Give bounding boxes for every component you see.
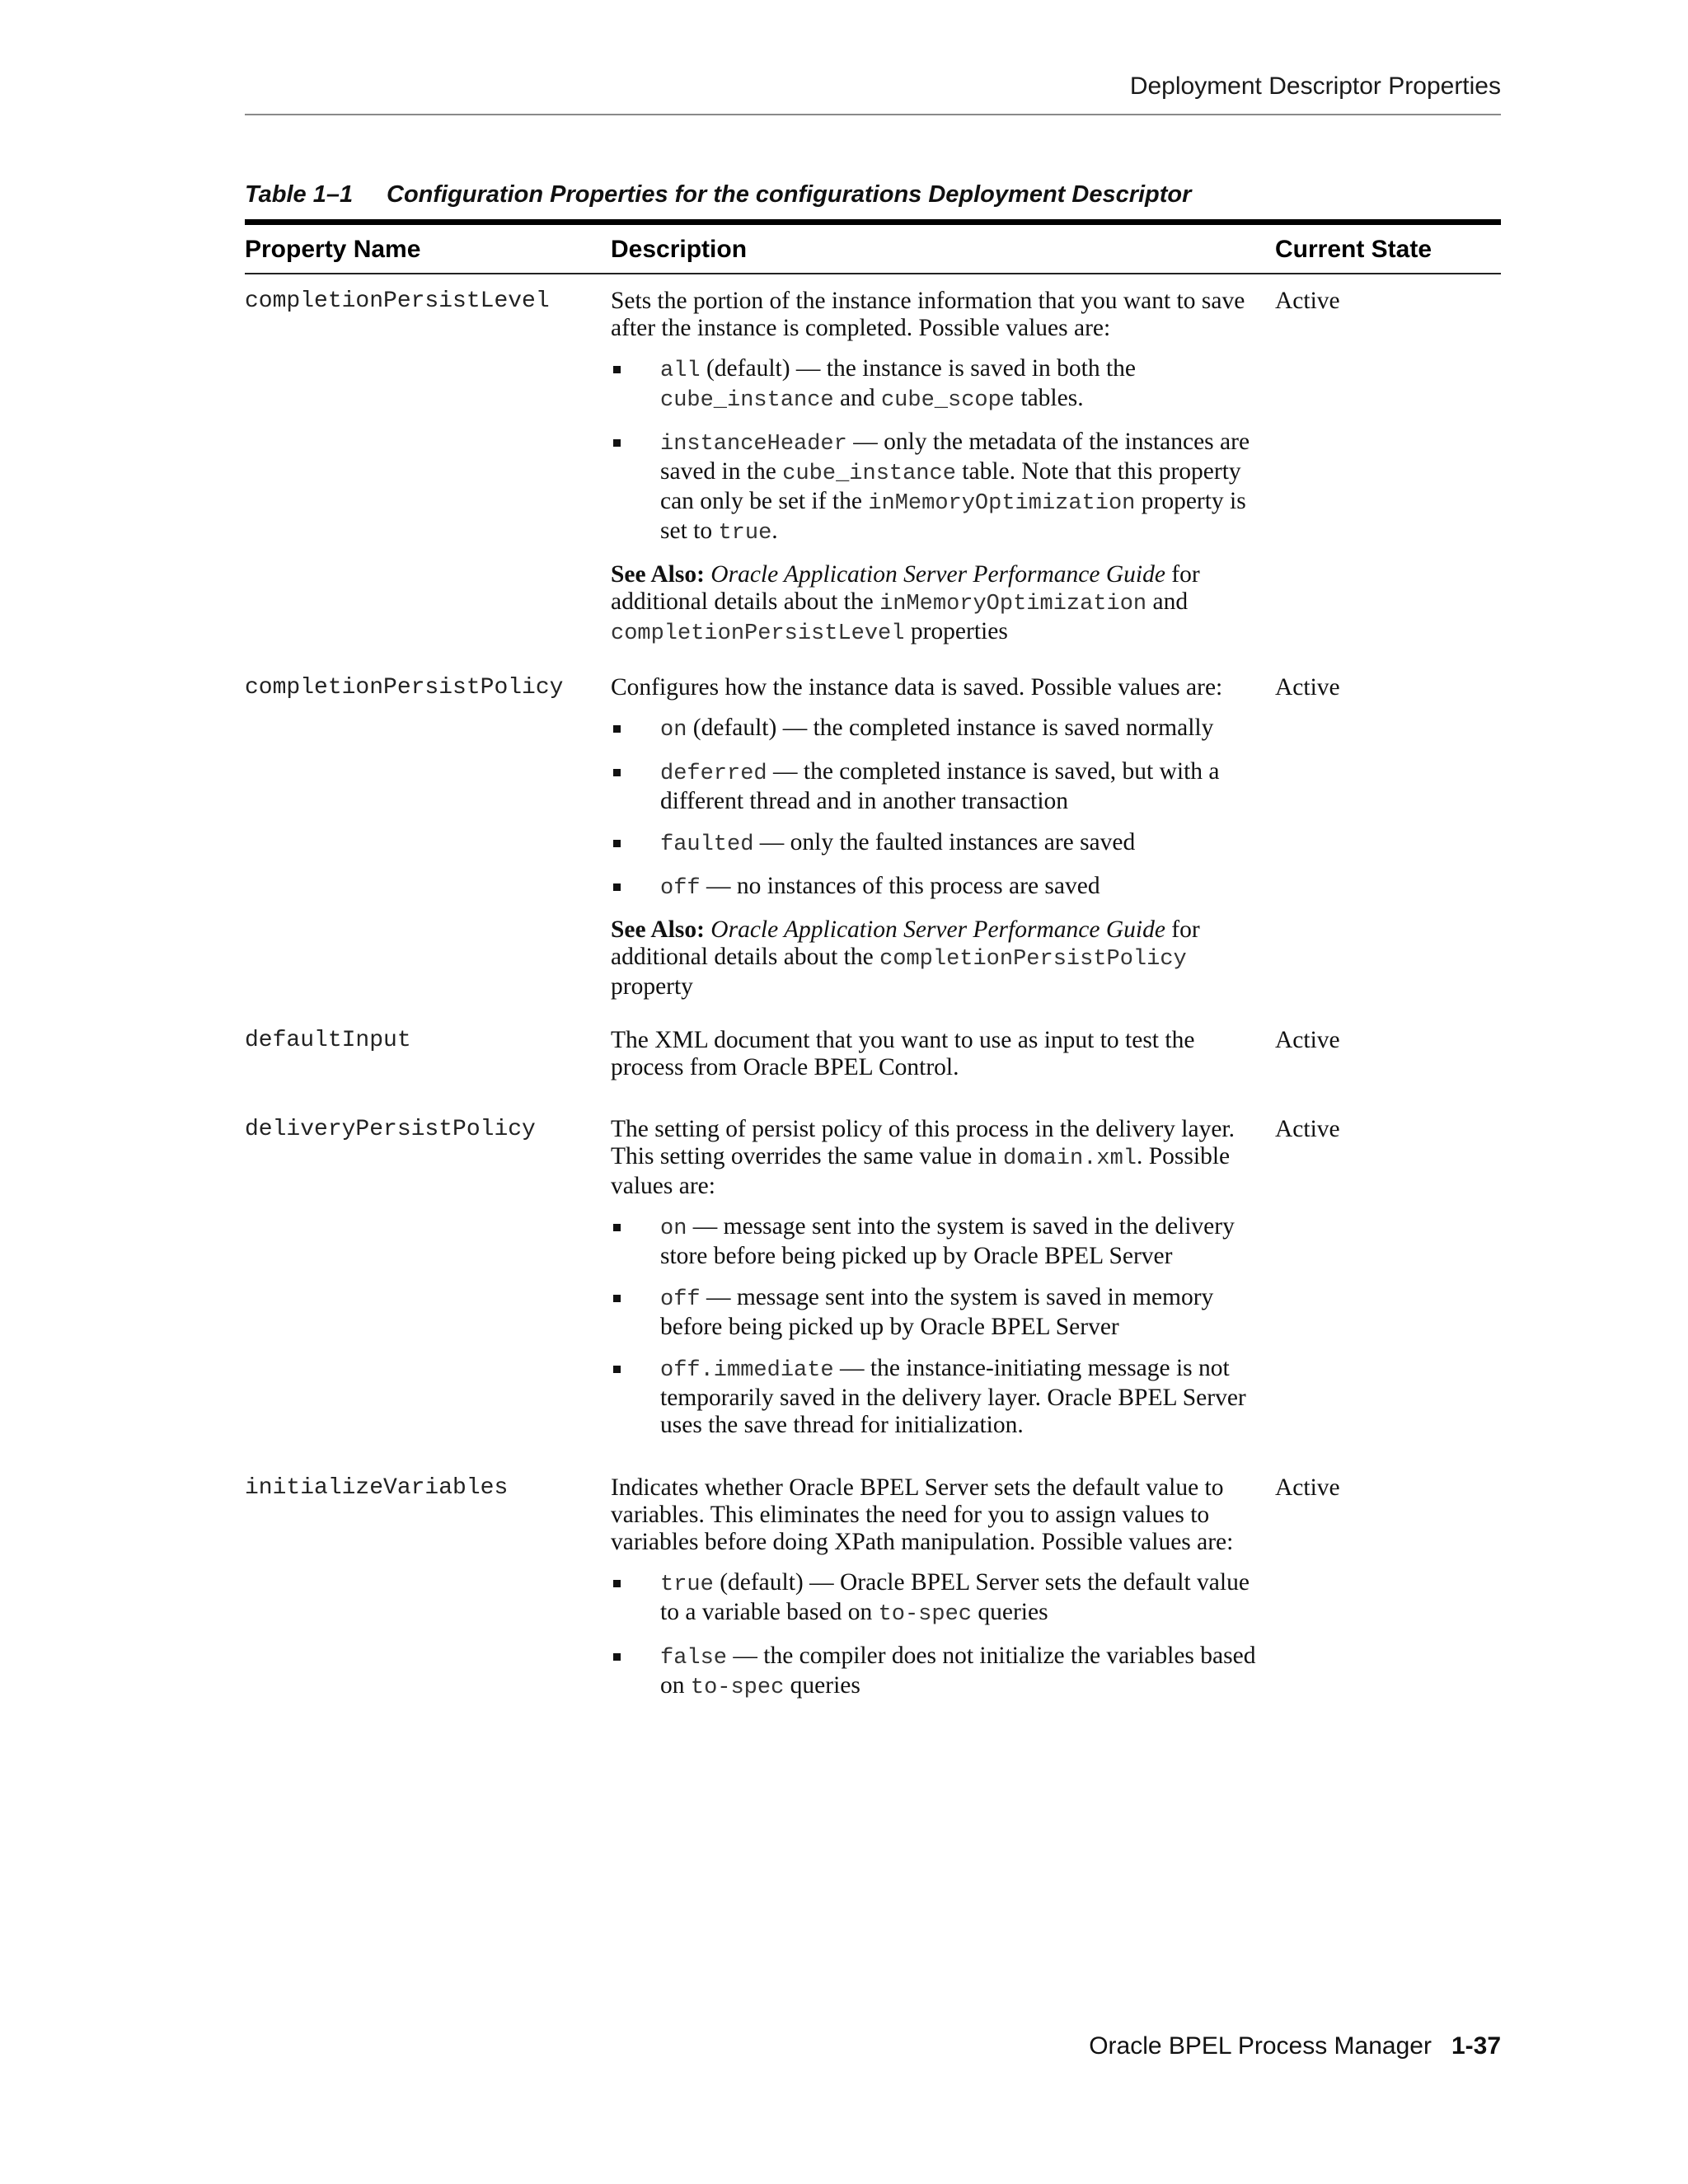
value-list bbox=[611, 355, 1260, 547]
list-item bbox=[611, 355, 1260, 415]
list-item bbox=[611, 429, 1260, 547]
property-name: deliveryPersistPolicy bbox=[245, 1117, 536, 1142]
table-caption-number: Table 1–1 bbox=[245, 181, 354, 208]
table-row bbox=[245, 274, 1501, 661]
column-header-current-state: Current State bbox=[1275, 223, 1501, 274]
bullet-icon bbox=[613, 725, 621, 733]
description-intro: The XML document that you want to use as input to test the process from Oracle BPEL Control. bbox=[611, 1027, 1195, 1080]
value-code: off.immediate bbox=[660, 1358, 834, 1383]
value-text: — message sent into the system is saved in memory before being picked up by Oracle BPEL Server bbox=[660, 1284, 1214, 1340]
value-code: to-spec bbox=[878, 1602, 972, 1627]
description-text: . Possible values are: bbox=[611, 1143, 1231, 1199]
description-intro bbox=[611, 1116, 1260, 1200]
table-row bbox=[245, 661, 1501, 1014]
value-code: on bbox=[660, 1216, 687, 1241]
value-code: on bbox=[660, 718, 687, 743]
current-state: Active bbox=[1275, 1027, 1340, 1053]
value-text: tables. bbox=[1015, 385, 1084, 411]
description-intro: Configures how the instance data is saved. Possible values are: bbox=[611, 674, 1223, 701]
value-code: true bbox=[660, 1572, 714, 1597]
running-header: Deployment Descriptor Properties bbox=[1129, 73, 1501, 100]
see-also-label: See Also: bbox=[611, 561, 705, 588]
value-list bbox=[611, 715, 1260, 902]
value-text: — the instance-initiating message is not temporarily saved in the delivery layer. Oracle BPEL Server uses the save thread for initialization. bbox=[660, 1355, 1246, 1438]
bullet-icon bbox=[613, 883, 621, 891]
value-text: — the completed instance is saved, but with a different thread and in another transaction bbox=[660, 758, 1220, 814]
header-rule bbox=[245, 114, 1501, 115]
value-text: — only the metadata of the instances are saved in the bbox=[660, 429, 1250, 485]
see-also-code: completionPersistPolicy bbox=[879, 947, 1187, 972]
value-text: (default) — Oracle BPEL Server sets the default value to a variable based on bbox=[660, 1569, 1250, 1625]
property-name: completionPersistPolicy bbox=[245, 675, 564, 701]
see-also-text: for additional details about the bbox=[611, 916, 1200, 970]
table-caption-title: Configuration Properties for the configurations Deployment Descriptor bbox=[387, 181, 1192, 208]
see-also-text: properties bbox=[904, 618, 1008, 644]
description-intro: Sets the portion of the instance information that you want to save after the instance is completed. Possible values are: bbox=[611, 288, 1245, 341]
table-row bbox=[245, 1014, 1501, 1103]
value-code: deferred bbox=[660, 762, 767, 786]
value-list bbox=[611, 1569, 1260, 1702]
property-description bbox=[611, 274, 1275, 661]
value-code: faulted bbox=[660, 832, 754, 857]
see-also-text: and bbox=[1146, 588, 1189, 615]
current-state: Active bbox=[1275, 1116, 1340, 1142]
page-footer bbox=[245, 2032, 1501, 2060]
value-code: off bbox=[660, 876, 701, 901]
value-list bbox=[611, 1213, 1260, 1439]
property-description bbox=[611, 1103, 1275, 1461]
bullet-icon bbox=[613, 840, 621, 847]
value-text: and bbox=[833, 385, 881, 411]
property-name: completionPersistLevel bbox=[245, 288, 550, 314]
current-state: Active bbox=[1275, 1474, 1340, 1501]
value-text: — only the faulted instances are saved bbox=[753, 829, 1136, 855]
current-state: Active bbox=[1275, 674, 1340, 701]
column-header-property-name: Property Name bbox=[245, 223, 611, 274]
list-item bbox=[611, 1213, 1260, 1270]
bullet-icon bbox=[613, 769, 621, 776]
see-also-text: property bbox=[611, 973, 693, 1000]
list-item bbox=[611, 829, 1260, 859]
value-text: queries bbox=[784, 1672, 860, 1699]
value-code: instanceHeader bbox=[660, 432, 847, 457]
description-text: The setting of persist policy of this process in the delivery layer. This setting overrides the same value in bbox=[611, 1116, 1235, 1169]
see-also-note bbox=[611, 561, 1260, 648]
table-row bbox=[245, 1103, 1501, 1461]
list-item bbox=[611, 1284, 1260, 1341]
value-code: true bbox=[718, 521, 772, 546]
value-text: — no instances of this process are saved bbox=[700, 873, 1100, 899]
bullet-icon bbox=[613, 1224, 621, 1231]
column-header-description: Description bbox=[611, 223, 1275, 274]
value-text: . bbox=[771, 518, 778, 544]
table-caption bbox=[245, 181, 1501, 209]
list-item bbox=[611, 1643, 1260, 1702]
bullet-icon bbox=[613, 1366, 621, 1373]
value-text: — message sent into the system is saved in the delivery store before being picked up by Oracle BPEL Server bbox=[660, 1213, 1235, 1269]
property-name: defaultInput bbox=[245, 1028, 411, 1053]
property-description bbox=[611, 1014, 1275, 1103]
see-also-text: for additional details about the bbox=[611, 561, 1200, 615]
value-text: (default) — the completed instance is saved normally bbox=[687, 715, 1214, 741]
see-also-label: See Also: bbox=[611, 916, 705, 943]
value-text: property is set to bbox=[660, 488, 1246, 544]
list-item bbox=[611, 758, 1260, 815]
value-code: cube_instance bbox=[660, 388, 834, 413]
value-text: queries bbox=[972, 1599, 1048, 1625]
configuration-properties-table bbox=[245, 219, 1501, 1724]
value-code: inMemoryOptimization bbox=[868, 491, 1136, 516]
footer-book-title: Oracle BPEL Process Manager bbox=[1089, 2032, 1432, 2060]
guide-title: Oracle Application Server Performance Guide bbox=[710, 561, 1165, 588]
value-code: false bbox=[660, 1646, 728, 1671]
bullet-icon bbox=[613, 366, 621, 373]
value-code: all bbox=[660, 359, 701, 383]
table-header-row bbox=[245, 223, 1501, 274]
value-code: off bbox=[660, 1287, 701, 1312]
guide-title: Oracle Application Server Performance Guide bbox=[710, 916, 1165, 943]
value-text: table. Note that this property can only be set if the bbox=[660, 458, 1241, 514]
value-code: cube_scope bbox=[880, 388, 1015, 413]
property-name: initializeVariables bbox=[245, 1475, 509, 1501]
property-description bbox=[611, 1461, 1275, 1724]
value-text: (default) — the instance is saved in both the bbox=[700, 355, 1137, 382]
see-also-note bbox=[611, 916, 1260, 1001]
bullet-icon bbox=[613, 1580, 621, 1587]
see-also-code: inMemoryOptimization bbox=[879, 592, 1147, 616]
list-item bbox=[611, 873, 1260, 902]
bullet-icon bbox=[613, 1295, 621, 1302]
list-item bbox=[611, 715, 1260, 744]
description-intro: Indicates whether Oracle BPEL Server sets the default value to variables. This eliminates the need for you to assign values to variables before doing XPath manipulation. Possible values are: bbox=[611, 1474, 1234, 1555]
list-item bbox=[611, 1569, 1260, 1629]
bullet-icon bbox=[613, 439, 621, 447]
description-code: domain.xml bbox=[1002, 1146, 1137, 1171]
value-code: cube_instance bbox=[782, 462, 956, 486]
table-row bbox=[245, 1461, 1501, 1724]
value-text: — the compiler does not initialize the variables based on bbox=[660, 1643, 1256, 1699]
property-description bbox=[611, 661, 1275, 1014]
bullet-icon bbox=[613, 1653, 621, 1661]
see-also-code: completionPersistLevel bbox=[611, 621, 905, 646]
list-item bbox=[611, 1355, 1260, 1439]
current-state: Active bbox=[1275, 288, 1340, 314]
value-code: to-spec bbox=[690, 1675, 785, 1700]
page-number: 1-37 bbox=[1451, 2032, 1501, 2060]
